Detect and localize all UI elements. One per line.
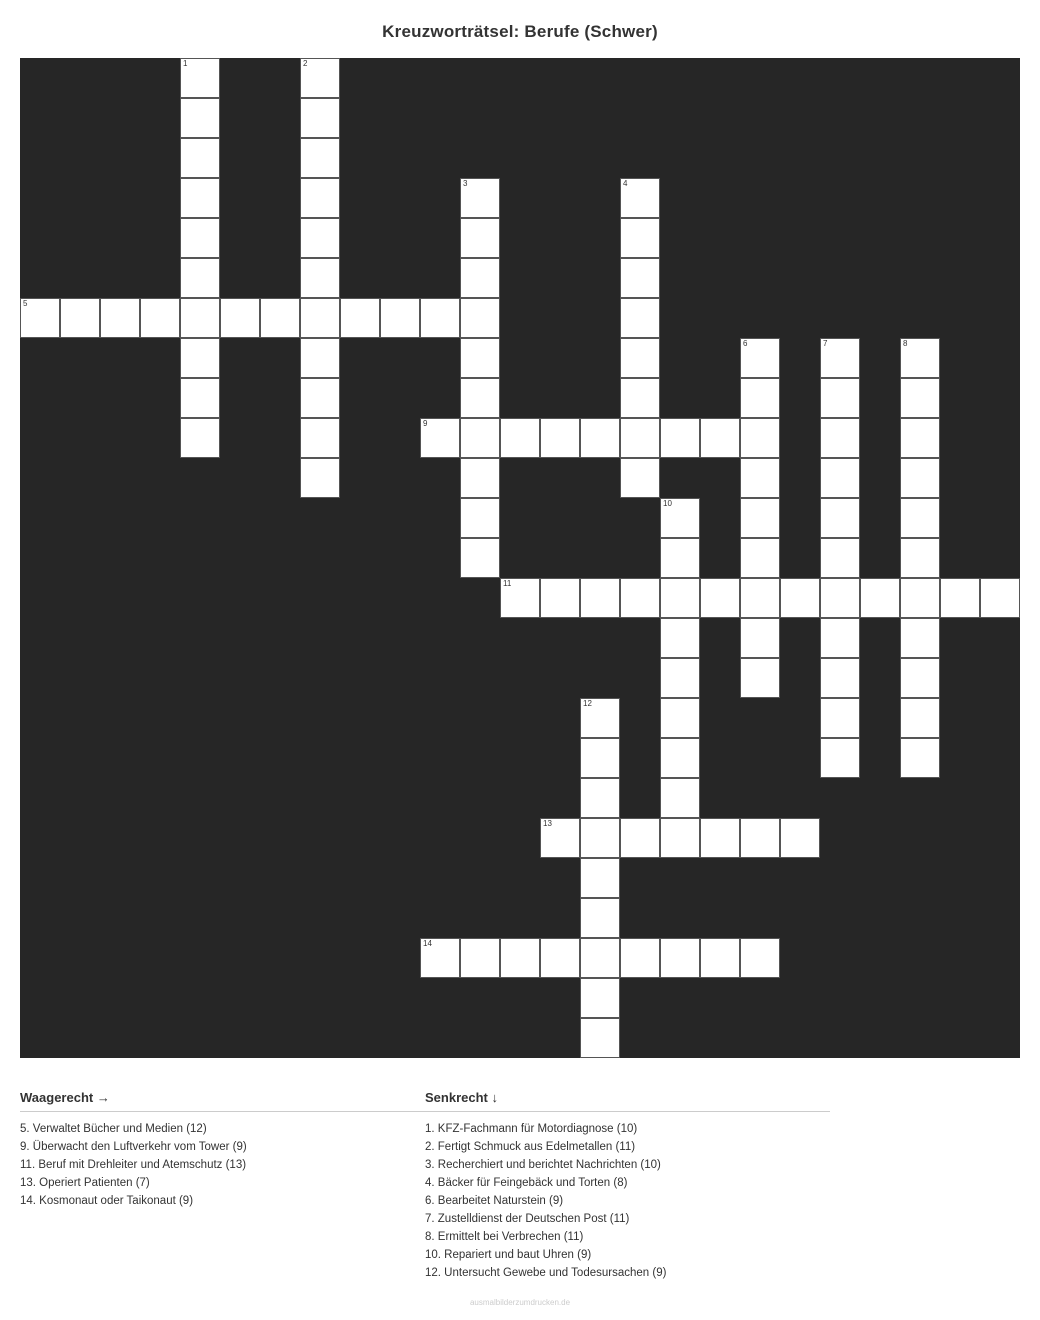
down-clue-list	[425, 1120, 830, 1282]
crossword-cell[interactable]	[700, 418, 740, 458]
across-clue-item: 13. Operiert Patienten (7)	[20, 1177, 150, 1189]
crossword-cell[interactable]	[660, 578, 700, 618]
crossword-cell[interactable]	[660, 738, 700, 778]
crossword-cell[interactable]	[900, 418, 940, 458]
crossword-cell[interactable]	[660, 498, 700, 538]
crossword-cell[interactable]	[820, 738, 860, 778]
crossword-cell[interactable]	[180, 178, 220, 218]
crossword-cell[interactable]	[660, 698, 700, 738]
cell-number: 3	[463, 179, 468, 188]
crossword-cell[interactable]	[540, 938, 580, 978]
down-clue-item: 6. Bearbeitet Naturstein (9)	[425, 1195, 564, 1207]
crossword-cell[interactable]	[60, 298, 100, 338]
crossword-cell[interactable]	[740, 458, 780, 498]
crossword-cell[interactable]	[620, 578, 660, 618]
crossword-cell[interactable]	[460, 418, 500, 458]
crossword-cell[interactable]	[540, 578, 580, 618]
down-clue-item: 3. Recherchiert und berichtet Nachrichten (10)	[425, 1159, 661, 1171]
crossword-cell[interactable]	[940, 578, 980, 618]
crossword-cell[interactable]	[620, 338, 660, 378]
cell-number: 12	[583, 699, 592, 708]
crossword-cell[interactable]	[580, 698, 620, 738]
crossword-cell[interactable]	[180, 98, 220, 138]
crossword-cell[interactable]	[660, 818, 700, 858]
crossword-cell[interactable]	[180, 218, 220, 258]
footer-watermark: ausmalbilderzumdrucken.de	[469, 1298, 571, 1307]
crossword-cell[interactable]	[620, 818, 660, 858]
down-clue-item: 4. Bäcker für Feingebäck und Torten (8)	[425, 1177, 628, 1189]
crossword-cell[interactable]	[460, 298, 500, 338]
crossword-cell[interactable]	[220, 298, 260, 338]
crossword-cell[interactable]	[740, 938, 780, 978]
crossword-cell[interactable]	[700, 578, 740, 618]
crossword-cell[interactable]	[740, 378, 780, 418]
cell-number: 5	[23, 299, 28, 308]
crossword-cell[interactable]	[820, 658, 860, 698]
crossword-cell[interactable]	[300, 58, 340, 98]
down-clue-item: 2. Fertigt Schmuck aus Edelmetallen (11)	[425, 1141, 636, 1153]
crossword-cell[interactable]	[740, 498, 780, 538]
crossword-cell[interactable]	[460, 538, 500, 578]
crossword-cell[interactable]	[460, 458, 500, 498]
cell-number: 6	[743, 339, 748, 348]
crossword-cell[interactable]	[500, 418, 540, 458]
crossword-cell[interactable]	[900, 458, 940, 498]
crossword-cell[interactable]	[460, 338, 500, 378]
crossword-cell[interactable]	[300, 458, 340, 498]
crossword-cell[interactable]	[460, 938, 500, 978]
crossword-cell[interactable]	[460, 258, 500, 298]
crossword-cell[interactable]	[820, 458, 860, 498]
crossword-cell[interactable]	[900, 578, 940, 618]
crossword-cell[interactable]	[500, 578, 540, 618]
cell-number: 9	[423, 419, 428, 428]
crossword-cell[interactable]	[900, 738, 940, 778]
crossword-cell[interactable]	[660, 418, 700, 458]
crossword-cell[interactable]	[540, 418, 580, 458]
crossword-cell[interactable]	[660, 658, 700, 698]
cell-number: 7	[823, 339, 828, 348]
crossword-cell[interactable]	[300, 98, 340, 138]
cell-number: 14	[423, 939, 432, 948]
crossword-cell[interactable]	[780, 818, 820, 858]
crossword-cell[interactable]	[620, 458, 660, 498]
crossword-cell[interactable]	[780, 578, 820, 618]
crossword-cell[interactable]	[700, 938, 740, 978]
crossword-cell[interactable]	[820, 698, 860, 738]
crossword-cell[interactable]	[180, 418, 220, 458]
crossword-cell[interactable]	[900, 618, 940, 658]
crossword-cell[interactable]	[620, 178, 660, 218]
crossword-cell[interactable]	[740, 658, 780, 698]
crossword-cell[interactable]	[820, 378, 860, 418]
cell-number: 10	[663, 499, 672, 508]
crossword-cell[interactable]	[620, 258, 660, 298]
crossword-cell[interactable]	[660, 538, 700, 578]
crossword-cell[interactable]	[180, 138, 220, 178]
crossword-cell[interactable]	[300, 138, 340, 178]
crossword-cell[interactable]	[580, 938, 620, 978]
crossword-cell[interactable]	[580, 778, 620, 818]
crossword-cell[interactable]	[900, 338, 940, 378]
crossword-cell[interactable]	[460, 218, 500, 258]
crossword-cell[interactable]	[620, 418, 660, 458]
down-clue-item: 7. Zustelldienst der Deutschen Post (11)	[425, 1213, 630, 1225]
crossword-cell[interactable]	[580, 898, 620, 938]
crossword-cell[interactable]	[460, 498, 500, 538]
crossword-cell[interactable]	[660, 778, 700, 818]
across-clue-list	[20, 1120, 425, 1210]
crossword-cell[interactable]	[140, 298, 180, 338]
down-clues-column	[425, 1090, 830, 1282]
cell-number: 1	[183, 59, 188, 68]
crossword-cell[interactable]	[820, 498, 860, 538]
crossword-cell[interactable]	[900, 498, 940, 538]
crossword-cell[interactable]	[740, 538, 780, 578]
cell-number: 4	[623, 179, 628, 188]
crossword-cell[interactable]	[740, 818, 780, 858]
crossword-cell[interactable]	[820, 418, 860, 458]
crossword-cell[interactable]	[620, 378, 660, 418]
crossword-cell[interactable]	[180, 298, 220, 338]
crossword-cell[interactable]	[820, 618, 860, 658]
crossword-cell[interactable]	[180, 258, 220, 298]
crossword-cell[interactable]	[540, 818, 580, 858]
crossword-cell[interactable]	[300, 418, 340, 458]
crossword-cell[interactable]	[420, 938, 460, 978]
crossword-cell[interactable]	[620, 218, 660, 258]
crossword-cell[interactable]	[580, 738, 620, 778]
crossword-cell[interactable]	[340, 298, 380, 338]
across-clues-column	[20, 1090, 425, 1282]
crossword-cell[interactable]	[100, 298, 140, 338]
crossword-cell[interactable]	[300, 258, 340, 298]
crossword-cell[interactable]	[900, 378, 940, 418]
crossword-grid[interactable]	[20, 58, 1020, 1058]
crossword-cell[interactable]	[460, 178, 500, 218]
crossword-cell[interactable]	[820, 338, 860, 378]
across-clue-item: 11. Beruf mit Drehleiter und Atemschutz (13)	[20, 1159, 247, 1171]
crossword-cell[interactable]	[380, 298, 420, 338]
crossword-cell[interactable]	[660, 618, 700, 658]
crossword-cell[interactable]	[580, 818, 620, 858]
down-clue-item: 1. KFZ-Fachmann für Motordiagnose (10)	[425, 1123, 638, 1135]
crossword-cell[interactable]	[820, 538, 860, 578]
cell-number: 13	[543, 819, 552, 828]
crossword-cell[interactable]	[740, 578, 780, 618]
across-heading: Waagerecht →	[20, 1090, 425, 1112]
crossword-cell[interactable]	[620, 938, 660, 978]
crossword-cell[interactable]	[500, 938, 540, 978]
crossword-cell[interactable]	[580, 978, 620, 1018]
crossword-cell[interactable]	[860, 578, 900, 618]
cell-number: 8	[903, 339, 908, 348]
crossword-cell[interactable]	[300, 178, 340, 218]
crossword-cell[interactable]	[420, 298, 460, 338]
page-title: Kreuzworträtsel: Berufe (Schwer)	[382, 22, 658, 41]
crossword-cell[interactable]	[700, 818, 740, 858]
across-clue-item: 5. Verwaltet Bücher und Medien (12)	[20, 1123, 207, 1135]
cell-number: 2	[303, 59, 308, 68]
crossword-cell[interactable]	[660, 938, 700, 978]
crossword-cell[interactable]	[820, 578, 860, 618]
down-clue-item: 10. Repariert und baut Uhren (9)	[425, 1249, 592, 1261]
crossword-cell[interactable]	[740, 418, 780, 458]
crossword-cell[interactable]	[180, 378, 220, 418]
down-clue-item: 12. Untersucht Gewebe und Todesursachen (9)	[425, 1267, 667, 1279]
clues-section	[20, 1090, 1020, 1282]
down-heading: Senkrecht ↓	[425, 1090, 830, 1112]
crossword-cell[interactable]	[460, 378, 500, 418]
crossword-cell[interactable]	[300, 338, 340, 378]
crossword-cell[interactable]	[300, 298, 340, 338]
crossword-cell[interactable]	[180, 338, 220, 378]
crossword-cell[interactable]	[300, 378, 340, 418]
across-clue-item: 14. Kosmonaut oder Taikonaut (9)	[20, 1195, 194, 1207]
crossword-cell[interactable]	[740, 338, 780, 378]
crossword-cell[interactable]	[580, 418, 620, 458]
crossword-cell[interactable]	[900, 658, 940, 698]
crossword-cell[interactable]	[980, 578, 1020, 618]
crossword-grid-wrap	[20, 58, 1020, 1058]
cell-number: 11	[503, 579, 512, 588]
crossword-cell[interactable]	[580, 858, 620, 898]
crossword-cell[interactable]	[740, 618, 780, 658]
crossword-cell[interactable]	[620, 298, 660, 338]
crossword-cell[interactable]	[260, 298, 300, 338]
crossword-cell[interactable]	[580, 1018, 620, 1058]
crossword-cell[interactable]	[420, 418, 460, 458]
crossword-cell[interactable]	[180, 58, 220, 98]
crossword-cell[interactable]	[900, 538, 940, 578]
crossword-cell[interactable]	[900, 698, 940, 738]
across-clue-item: 9. Überwacht den Luftverkehr vom Tower (9)	[20, 1141, 247, 1153]
crossword-cell[interactable]	[300, 218, 340, 258]
crossword-cell[interactable]	[20, 298, 60, 338]
crossword-cell[interactable]	[580, 578, 620, 618]
down-clue-item: 8. Ermittelt bei Verbrechen (11)	[425, 1231, 584, 1243]
